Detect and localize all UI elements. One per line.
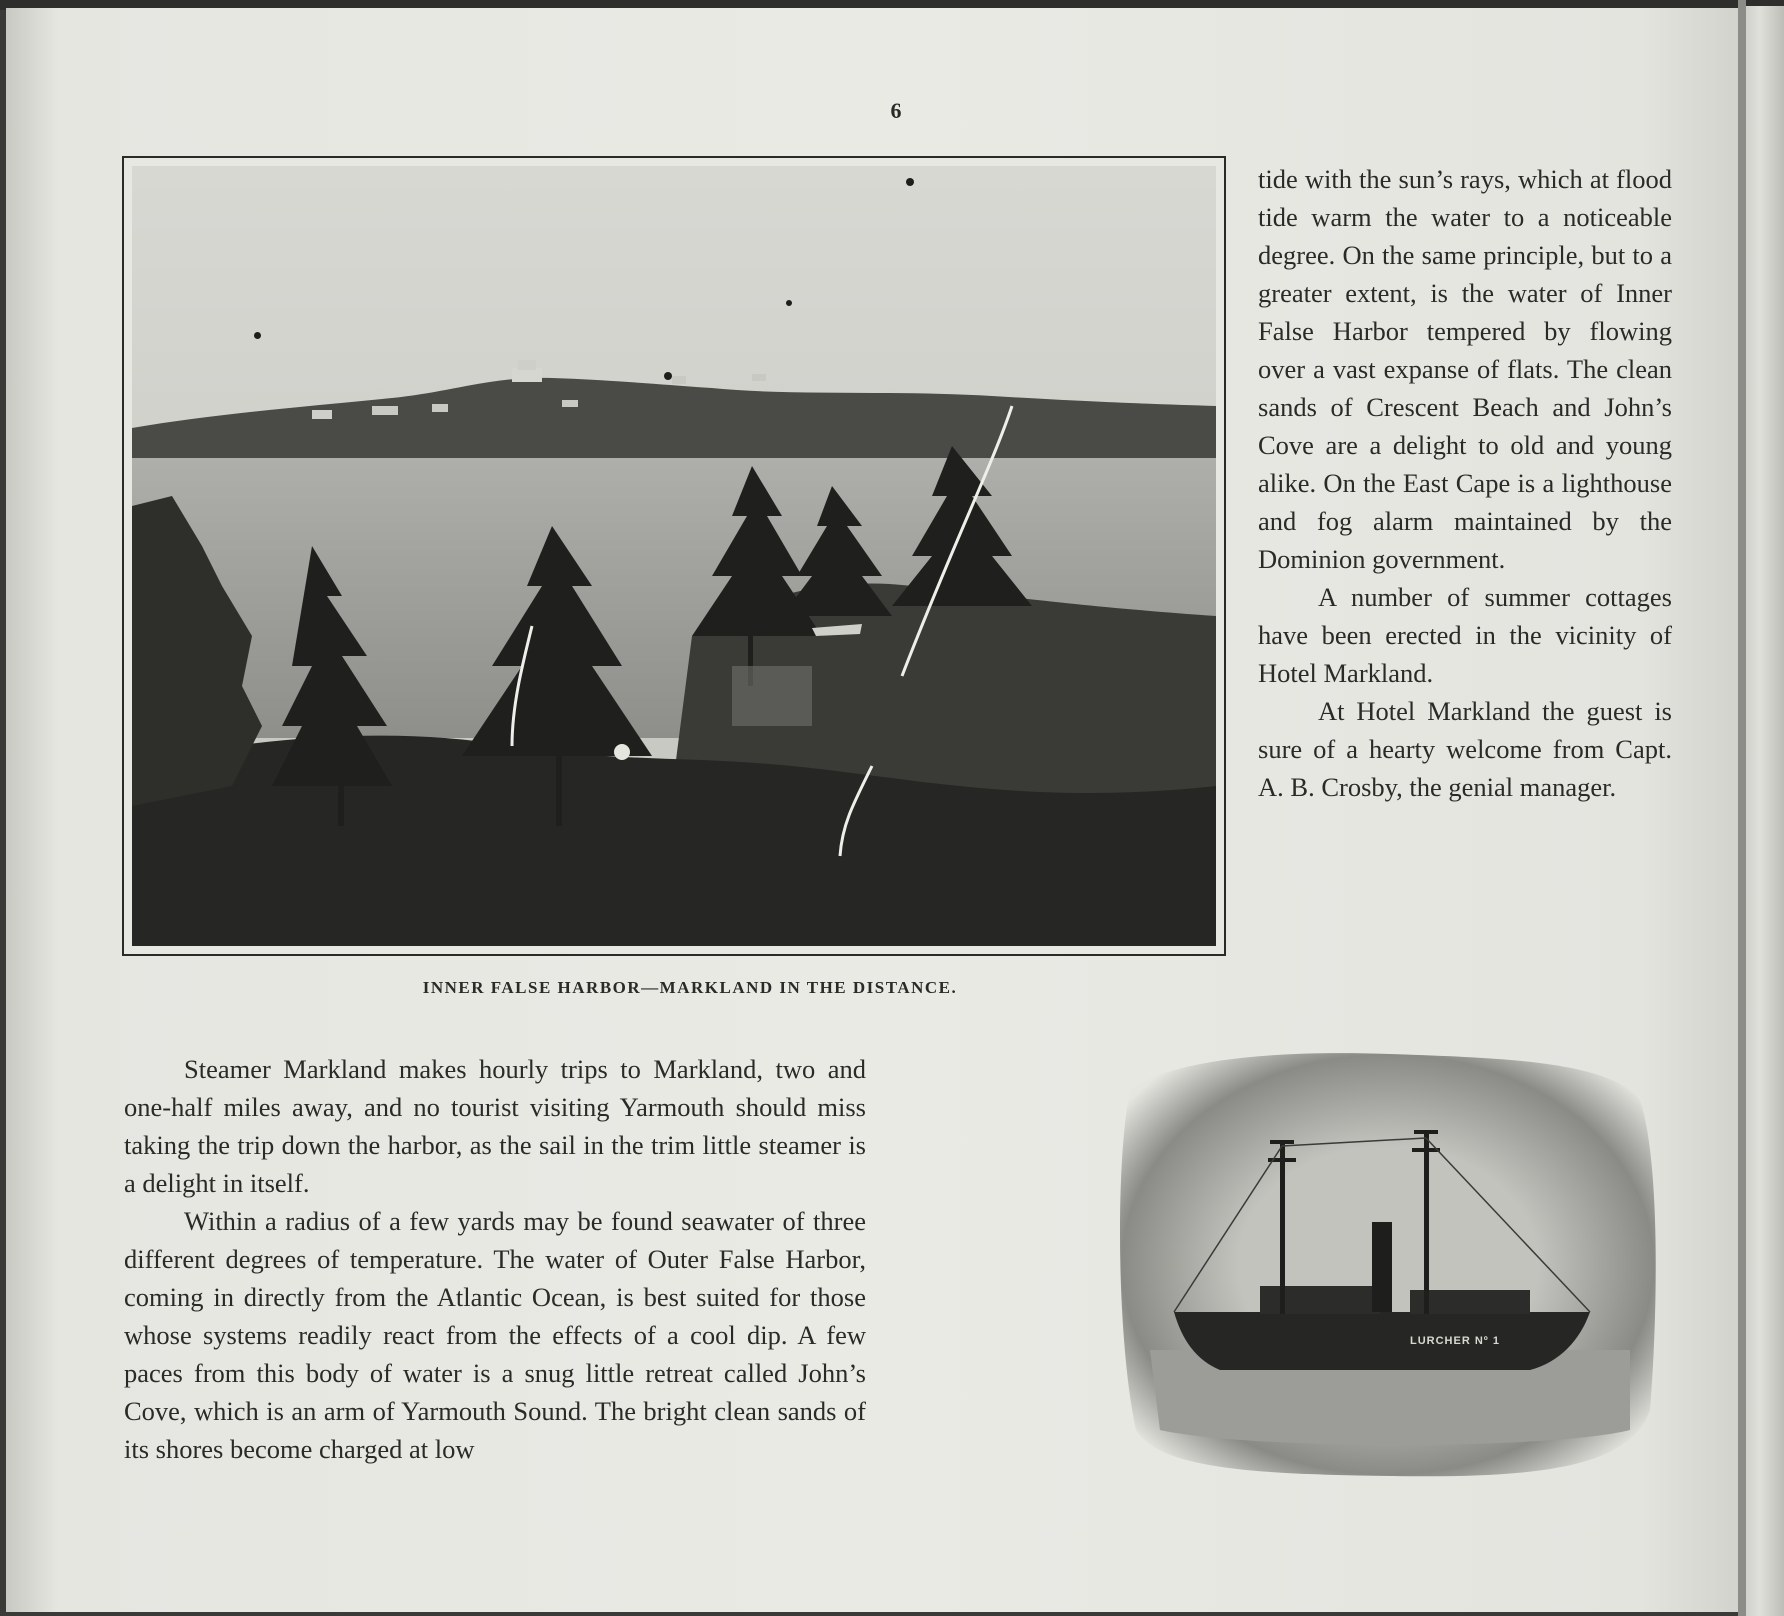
page-gutter-shadow	[1738, 0, 1746, 1616]
paragraph: Within a radius of a few yards may be found seawater of three different degrees of temperature. The water of Outer False Harbor, coming in directly from the Atlantic Ocean, is best suited for those whose systems readily react from the effects of a cool dip. A few paces from this body of water is a snug little retreat called John’s Cove, which is an arm of Yarmouth Sound. The bright clean sands of its shores become charged at low	[124, 1206, 866, 1464]
print-speck	[786, 300, 792, 306]
paragraph: Steamer Markland makes hourly trips to Markland, two and one-half miles away, and no tourist visiting Yarmouth should miss taking the trip down the harbor, as the sail in the trim little steamer is a delight in itself.	[124, 1054, 866, 1198]
lightship-vignette-photo	[1110, 1050, 1664, 1482]
right-column-text	[1258, 160, 1672, 806]
print-speck	[664, 372, 672, 380]
harbor-photo-frame	[122, 156, 1226, 956]
hull-lettering: LURCHER Nº 1	[1410, 1335, 1500, 1347]
paragraph: At Hotel Markland the guest is sure of a hearty welcome from Capt. A. B. Crosby, the genial manager.	[1258, 696, 1672, 802]
harbor-landscape-photo	[132, 166, 1216, 946]
print-speck	[254, 332, 261, 339]
next-page-edge	[1744, 6, 1784, 1616]
print-speck	[906, 178, 914, 186]
page-number: 6	[890, 98, 902, 123]
ship-vignette	[1110, 1050, 1664, 1482]
paragraph: tide with the sun’s rays, which at flood tide warm the water to a noticeable degree. On the same principle, but to a greater extent, is the water of Inner False Harbor tempered by flowing over a vast expanse of flats. The clean sands of Crescent Beach and John’s Cove are a delight to old and young alike. On the East Cape is a lighthouse and fog alarm maintained by the Dominion government.	[1258, 164, 1672, 574]
bottom-column-text	[124, 1050, 866, 1468]
photo-caption: INNER FALSE HARBOR—MARKLAND IN THE DISTANCE.	[422, 978, 958, 997]
paragraph: A number of summer cottages have been erected in the vicinity of Hotel Markland.	[1258, 582, 1672, 688]
